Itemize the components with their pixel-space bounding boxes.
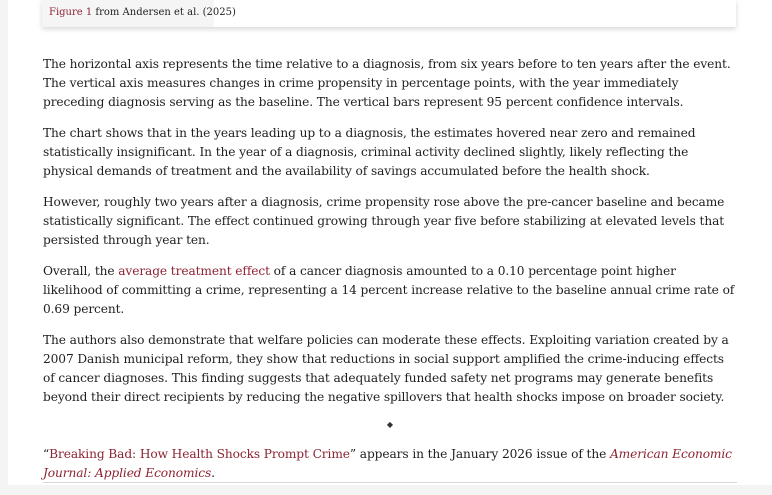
article-body [43, 55, 737, 495]
citation-middle: ” appears in the January 2026 issue of the [349, 447, 610, 461]
paragraph-post-diagnosis: However, roughly two years after a diagnosis, crime propensity rose above the pre-cancer baseline and became statistically significant. The effect continued growing through year five before stabilizing at elevated levels that persisted through year ten. [43, 195, 725, 247]
section-divider-diamond-icon: ◆ [386, 420, 394, 429]
average-treatment-effect-link[interactable]: average treatment effect [118, 264, 270, 278]
paragraph-pre-diagnosis: The chart shows that in the years leading up to a diagnosis, the estimates hovered near zero and remained statistically insignificant. In the year of a diagnosis, criminal activity declined slightly, likely reflecting the physical demands of treatment and the availability of savings accumulated before the health shock. [43, 126, 696, 178]
paragraph-welfare: The authors also demonstrate that welfare policies can moderate these effects. Exploiting variation created by a 2007 Danish municipal reform, they show that reductions in social support amplified the crime-inducing effects of cancer diagnoses. This finding suggests that adequately funded safety net programs may generate benefits beyond their direct recipients by reducing the negative spillovers that health shocks impose on broader society. [43, 333, 729, 404]
paragraph-axes: The horizontal axis represents the time relative to a diagnosis, from six years before to ten years after the event. The vertical axis measures changes in crime propensity in percentage points, with the year immediately preceding diagnosis serving as the baseline. The vertical bars represent 95 percent confidence intervals. [43, 57, 731, 109]
paragraph-citation [43, 445, 737, 483]
bottom-rule [43, 482, 737, 483]
open-quote: “ [43, 447, 50, 461]
p4-before: Overall, the [43, 264, 119, 278]
figure-source: from Andersen et al. (2025) [92, 7, 236, 18]
figure-label: Figure 1 [49, 7, 93, 18]
figure-caption [42, 0, 236, 27]
p4-after: of a cancer diagnosis amounted to a 0.10 percentage point higher likelihood of committing a crime, representing a 14 percent increase relative to the baseline annual crime rate of 0.69 percent. [43, 264, 735, 316]
article-title-link[interactable]: Breaking Bad: How Health Shocks Prompt Crime [49, 447, 350, 461]
paragraph-treatment-effect [43, 262, 737, 319]
figure-card [42, 0, 736, 27]
citation-end: . [211, 466, 215, 480]
journal-link[interactable]: American Economic Journal: Applied Economics [43, 447, 732, 480]
article-page [8, 0, 772, 485]
